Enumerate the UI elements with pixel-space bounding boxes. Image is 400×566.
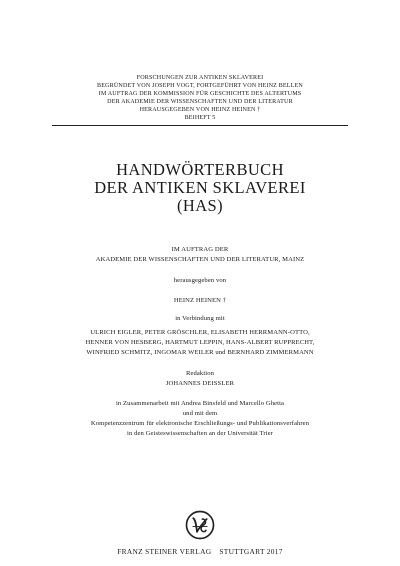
header-rule [52,125,348,126]
collaboration-line-1: in Zusammenarbeit mit Andrea Binsfeld und Marcello Ghetta [115,400,285,407]
series-volume: BEIHEFT 5 [184,115,216,121]
series-founders: BEGRÜNDET VON JOSEPH VOGT, FORTGEFÜHRT VON HEINZ BELLEN [97,83,303,89]
book-title-line-1: HANDWÖRTERBUCH [116,160,284,179]
publisher-place-year: STUTTGART 2017 [219,547,283,556]
collaboration-line-2: und mit dem [182,410,218,417]
commission-line-1: IM AUFTRAG DER [171,246,229,253]
redaktion-label: Redaktion [185,370,214,377]
collaboration-line-4: in den Geisteswissenschaften an der Universität Trier [127,430,273,437]
collaboration-line-3: Kompetenzzentrum für elektronische Erschließungs- und Publikationsverfahren [90,420,310,427]
editor-name: HEINZ HEINEN † [173,297,227,304]
edited-by-label: herausgegeben von [173,277,227,284]
book-title-line-2: DER ANTIKEN SKLAVEREI [94,178,306,197]
series-commission: IM AUFTRAG DER KOMMISSION FÜR GESCHICHTE DES ALTERTUMS [98,91,302,97]
publisher-name: FRANZ STEINER VERLAG [117,547,212,556]
series-academy: DER AKADEMIE DER WISSENSCHAFTEN UND DER LITERATUR [107,99,293,105]
series-editor: HERAUSGEGEBEN VON HEINZ HEINEN † [139,107,261,113]
contributors-and: und [215,349,226,356]
contributors-line-2: HENNER VON HESBERG, HARTMUT LEPPIN, HANS-ALBERT RUPPRECHT, [85,339,315,346]
series-title: FORSCHUNGEN ZUR ANTIKEN SKLAVEREI [136,75,264,81]
book-title-line-3: (HAS) [177,196,223,215]
commission-line-2: AKADEMIE DER WISSENSCHAFTEN UND DER LITERATUR, MAINZ [95,256,305,263]
contributors-names-a: WINFRIED SCHMITZ, INGOMAR WEILER [86,349,214,356]
contributors-line-3 [0,349,400,356]
publisher-monogram-logo-icon [185,510,215,540]
redaktion-name: JOHANNES DEISSLER [165,380,235,387]
in-connection-label: in Verbindung mit [175,315,225,322]
contributors-line-1: ULRICH EIGLER, PETER GRÖSCHLER, ELISABETH HERRMANN-OTTO, [90,329,310,336]
publisher-imprint [0,547,400,556]
contributors-names-b: BERNHARD ZIMMERMANN [227,349,314,356]
